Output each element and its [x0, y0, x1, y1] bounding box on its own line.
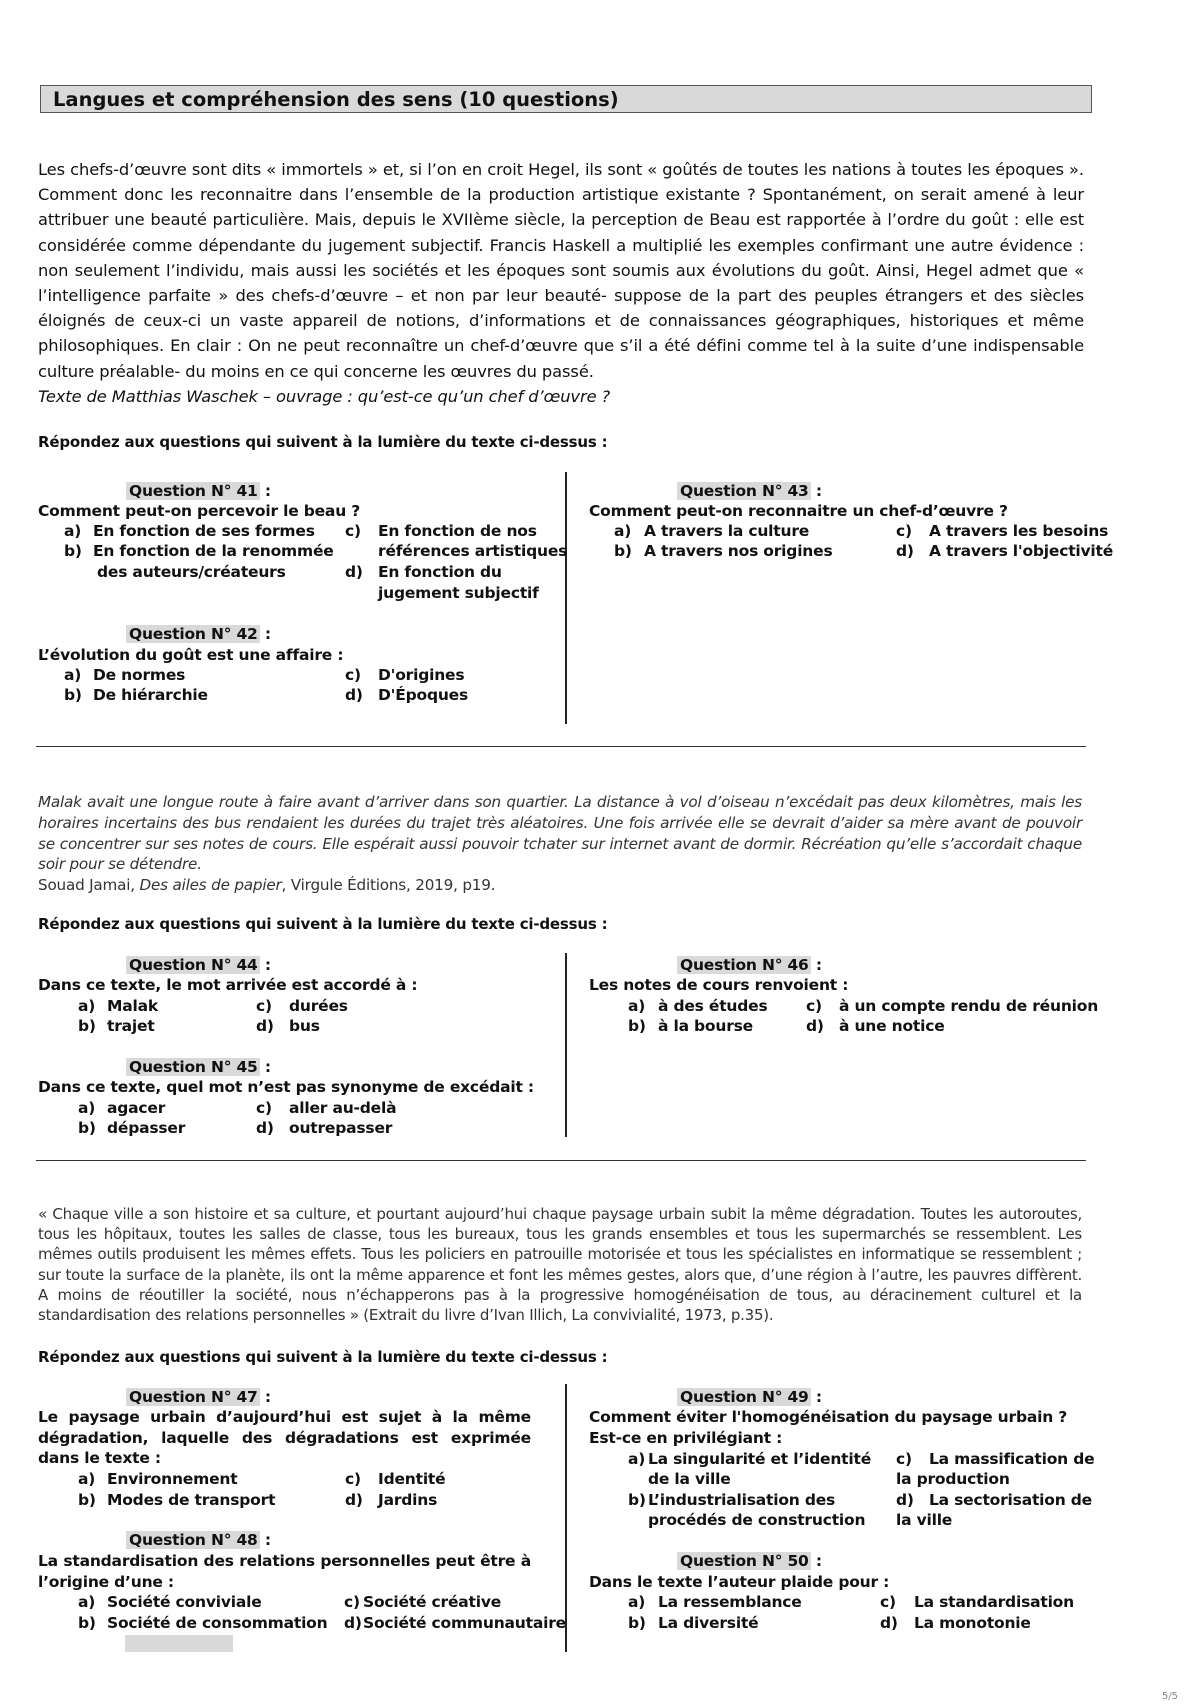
- option-46-c-letter: c): [806, 997, 822, 1015]
- question-45-heading: Question N° 45 :: [126, 1057, 271, 1078]
- option-44-b: trajet: [107, 1017, 155, 1035]
- passage-2-body: Malak avait une longue route à faire avant d’arriver dans son quartier. La distance à vol d’oiseau n’excédait pas deux kilomètres, mais les horaires incertains des bus rendaient les durées du trajet très aléatoires. Une fois arrivée elle se devrait d’aider sa mère avant de pouvoir se concentrer sur ses notes de cours. Elle espérait aussi pouvoir tchater sur internet avant de dormir. Récréation qu’elle s’accordait chaque soir pour se détendre.: [38, 793, 1082, 874]
- passage-2-publisher: , Virgule Éditions, 2019, p19.: [281, 876, 496, 895]
- section-divider-2: [36, 1160, 1086, 1161]
- passage-2-book: Des ailes de papier: [139, 876, 282, 895]
- question-44-text: Dans ce texte, le mot arrivée est accordé à :: [38, 976, 418, 994]
- option-43-b-letter: b): [614, 542, 632, 560]
- option-45-b: dépasser: [107, 1119, 186, 1137]
- option-42-b: De hiérarchie: [93, 686, 208, 704]
- option-46-a-letter: a): [628, 997, 646, 1015]
- option-44-c: durées: [289, 997, 348, 1015]
- passage-1-body: Les chefs-d’œuvre sont dits « immortels » et, si l’on en croit Hegel, ils sont « goûtés de toutes les nations à toutes les époques ». Comment donc les reconnaitre dans l’ensemble de la production artistique existante ? Spontanément, on serait amené à leur attribuer une beauté particulière. Mais, depuis le XVIIème siècle, la perception de Beau est rapportée à l’ordre du goût : elle est considérée comme dépendante du jugement subjectif. Francis Haskell a multiplié les exemples confirmant une autre évidence : non seulement l’individu, mais aussi les sociétés et les époques sont soumis aux évolutions du goût. Ainsi, Hegel admet que « l’intelligence parfaite » des chefs-d’œuvre – et non par leur beauté- suppose de la part des peuples étrangers et des siècles éloignés de ceux-ci un vaste appareil de notions, d’informations et de connaissances géographiques, historiques et même philosophiques. En clair : On ne peut reconnaître un chef-d’œuvre que s’il a été défini comme tel à la suite d’une indispensable culture préalable- du moins en ce qui concerne les œuvres du passé.: [38, 160, 1084, 381]
- option-45-d: outrepasser: [289, 1119, 393, 1137]
- option-47-c: Identité: [378, 1470, 446, 1488]
- option-45-a: agacer: [107, 1099, 166, 1117]
- instruction-2: Répondez aux questions qui suivent à la lumière du texte ci-dessus :: [38, 915, 608, 933]
- option-44-d: bus: [289, 1017, 320, 1035]
- question-42-text: L’évolution du goût est une affaire :: [38, 646, 344, 664]
- question-46-heading: Question N° 46 :: [677, 955, 822, 976]
- option-49-d-line1: La sectorisation de: [929, 1491, 1092, 1509]
- passage-3: « Chaque ville a son histoire et sa culture, et pourtant aujourd’hui chaque paysage urbain subit la même dégradation. Toutes les autoroutes, tous les hôpitaux, toutes les salles de classe, tous les bureaux, tous les grands ensembles et tous les supermarchés se ressemblent. Les mêmes outils produisent les mêmes effets. Tous les policiers en patrouille motorisée et tous les spécialistes en informatique se ressemblent ; sur toute la surface de la planète, ils ont la même apparence et font les mêmes gestes, alors que, d’une région à l’autre, les pauvres diffèrent. A moins de réoutiller la société, nous n’échapperons pas à la progressive homogénéisation de tous, au déracinement culturel et la standardisation des relations personnelles » (Extrait du livre d’Ivan Illich, La convivialité, 1973, p.35).: [38, 1205, 1082, 1325]
- option-49-c-line1: La massification de: [929, 1450, 1095, 1468]
- option-41-d-letter: d): [345, 563, 363, 581]
- option-48-d: Société communautaire: [363, 1614, 566, 1632]
- option-46-b: à la bourse: [658, 1017, 753, 1035]
- question-48-heading: Question N° 48 :: [126, 1530, 271, 1551]
- instruction-1: Répondez aux questions qui suivent à la lumière du texte ci-dessus :: [38, 433, 608, 451]
- question-43-label: Question N° 43: [677, 482, 811, 500]
- option-48-b: Société de consommation: [107, 1614, 328, 1632]
- option-48-a-letter: a): [78, 1593, 96, 1611]
- option-41-d-line2: jugement subjectif: [378, 584, 539, 602]
- option-48-c-letter: c): [344, 1593, 360, 1611]
- section-title: Langues et compréhension des sens (10 questions): [40, 85, 1092, 113]
- option-42-a: De normes: [93, 666, 186, 684]
- option-46-c: à un compte rendu de réunion: [839, 997, 1099, 1015]
- option-41-c-letter: c): [345, 522, 361, 540]
- option-43-b: A travers nos origines: [644, 542, 833, 560]
- option-46-d-letter: d): [806, 1017, 824, 1035]
- option-48-d-letter: d): [344, 1614, 362, 1632]
- column-divider: [565, 1384, 567, 1652]
- option-45-d-letter: d): [256, 1119, 274, 1137]
- question-45-label: Question N° 45: [126, 1058, 260, 1076]
- question-50-heading: Question N° 50 :: [677, 1551, 822, 1572]
- option-41-a: En fonction de ses formes: [93, 522, 315, 540]
- question-41-label: Question N° 41: [126, 482, 260, 500]
- question-48-label: Question N° 48: [126, 1531, 260, 1549]
- option-42-d-letter: d): [345, 686, 363, 704]
- option-47-a-letter: a): [78, 1470, 96, 1488]
- option-43-d: A travers l'objectivité: [929, 542, 1114, 560]
- option-41-c-line2: références artistiques: [378, 542, 568, 560]
- column-divider: [565, 472, 567, 724]
- option-48-a: Société conviviale: [107, 1593, 262, 1611]
- highlight-block: [125, 1635, 233, 1652]
- option-49-c-letter: c): [896, 1450, 912, 1468]
- passage-1-source: Texte de Matthias Waschek – ouvrage : qu’est-ce qu’un chef d’œuvre ?: [38, 386, 611, 406]
- option-50-a: La ressemblance: [658, 1593, 802, 1611]
- option-50-c-letter: c): [880, 1593, 896, 1611]
- question-50-label: Question N° 50: [677, 1552, 811, 1570]
- option-49-d-line2: la ville: [896, 1511, 953, 1529]
- option-43-c-letter: c): [896, 522, 912, 540]
- option-43-d-letter: d): [896, 542, 914, 560]
- question-44-label: Question N° 44: [126, 956, 260, 974]
- option-50-b: La diversité: [658, 1614, 759, 1632]
- option-47-b-letter: b): [78, 1491, 96, 1509]
- option-41-b-letter: b): [64, 542, 82, 560]
- option-43-a-letter: a): [614, 522, 632, 540]
- option-47-b: Modes de transport: [107, 1491, 276, 1509]
- option-43-c: A travers les besoins: [929, 522, 1109, 540]
- option-50-d-letter: d): [880, 1614, 898, 1632]
- question-49-text: Comment éviter l'homogénéisation du paysage urbain ? Est-ce en privilégiant :: [589, 1408, 1068, 1447]
- question-47-text: Le paysage urbain d’aujourd’hui est sujet à la même dégradation, laquelle des dégradations est exprimée dans le texte :: [38, 1408, 531, 1467]
- question-47-heading: Question N° 47 :: [126, 1387, 271, 1408]
- option-47-a: Environnement: [107, 1470, 238, 1488]
- option-50-a-letter: a): [628, 1593, 646, 1611]
- question-41-heading: Question N° 41 :: [126, 481, 271, 502]
- question-48-text: La standardisation des relations personnelles peut être à l’origine d’une :: [38, 1552, 531, 1591]
- column-divider: [565, 953, 567, 1137]
- question-49-label: Question N° 49: [677, 1388, 811, 1406]
- option-49-a-line1: La singularité et l’identité: [648, 1450, 872, 1468]
- question-47-label: Question N° 47: [126, 1388, 260, 1406]
- option-41-d-line1: En fonction du: [378, 563, 502, 581]
- option-45-b-letter: b): [78, 1119, 96, 1137]
- option-50-d: La monotonie: [914, 1614, 1031, 1632]
- passage-1: [38, 157, 1084, 409]
- option-42-c: D'origines: [378, 666, 465, 684]
- passage-2: [38, 792, 1082, 896]
- option-41-a-letter: a): [64, 522, 82, 540]
- option-50-c: La standardisation: [914, 1593, 1074, 1611]
- option-48-c: Société créative: [363, 1593, 502, 1611]
- question-44-heading: Question N° 44 :: [126, 955, 271, 976]
- option-50-b-letter: b): [628, 1614, 646, 1632]
- option-44-a-letter: a): [78, 997, 96, 1015]
- option-41-c-line1: En fonction de nos: [378, 522, 537, 540]
- question-45-text: Dans ce texte, quel mot n’est pas synonyme de excédait :: [38, 1078, 534, 1096]
- option-44-c-letter: c): [256, 997, 272, 1015]
- question-42-heading: Question N° 42 :: [126, 624, 271, 645]
- question-43-text: Comment peut-on reconnaitre un chef-d’œuvre ?: [589, 502, 1008, 520]
- option-48-b-letter: b): [78, 1614, 96, 1632]
- option-47-d: Jardins: [378, 1491, 438, 1509]
- question-43-heading: Question N° 43 :: [677, 481, 822, 502]
- option-41-b-line1: En fonction de la renommée: [93, 542, 334, 560]
- option-46-b-letter: b): [628, 1017, 646, 1035]
- option-49-b-line1: L’industrialisation des: [648, 1491, 836, 1509]
- option-49-c-line2: la production: [896, 1470, 1010, 1488]
- option-42-c-letter: c): [345, 666, 361, 684]
- option-49-a-line2: de la ville: [648, 1470, 731, 1488]
- passage-2-author: Souad Jamai,: [38, 876, 135, 895]
- section-divider-1: [36, 746, 1086, 747]
- option-44-b-letter: b): [78, 1017, 96, 1035]
- option-42-b-letter: b): [64, 686, 82, 704]
- option-49-b-letter: b): [628, 1491, 646, 1509]
- option-42-a-letter: a): [64, 666, 82, 684]
- instruction-3: Répondez aux questions qui suivent à la lumière du texte ci-dessus :: [38, 1348, 608, 1366]
- option-47-c-letter: c): [345, 1470, 361, 1488]
- question-50-text: Dans le texte l’auteur plaide pour :: [589, 1573, 890, 1591]
- option-49-b-line2: procédés de construction: [648, 1511, 866, 1529]
- page-number: 5/5: [1161, 1691, 1178, 1702]
- option-45-c-letter: c): [256, 1099, 272, 1117]
- option-45-c: aller au-delà: [289, 1099, 397, 1117]
- option-49-a-letter: a): [628, 1450, 646, 1468]
- option-45-a-letter: a): [78, 1099, 96, 1117]
- option-42-d: D'Époques: [378, 686, 469, 704]
- option-49-d-letter: d): [896, 1491, 914, 1509]
- option-46-d: à une notice: [839, 1017, 945, 1035]
- question-49-heading: Question N° 49 :: [677, 1387, 822, 1408]
- option-44-d-letter: d): [256, 1017, 274, 1035]
- question-42-label: Question N° 42: [126, 625, 260, 643]
- question-46-text: Les notes de cours renvoient :: [589, 976, 849, 994]
- option-41-b-line2: des auteurs/créateurs: [97, 563, 286, 581]
- option-47-d-letter: d): [345, 1491, 363, 1509]
- question-46-label: Question N° 46: [677, 956, 811, 974]
- option-43-a: A travers la culture: [644, 522, 810, 540]
- option-44-a: Malak: [107, 997, 158, 1015]
- question-41-text: Comment peut-on percevoir le beau ?: [38, 502, 361, 520]
- option-46-a: à des études: [658, 997, 768, 1015]
